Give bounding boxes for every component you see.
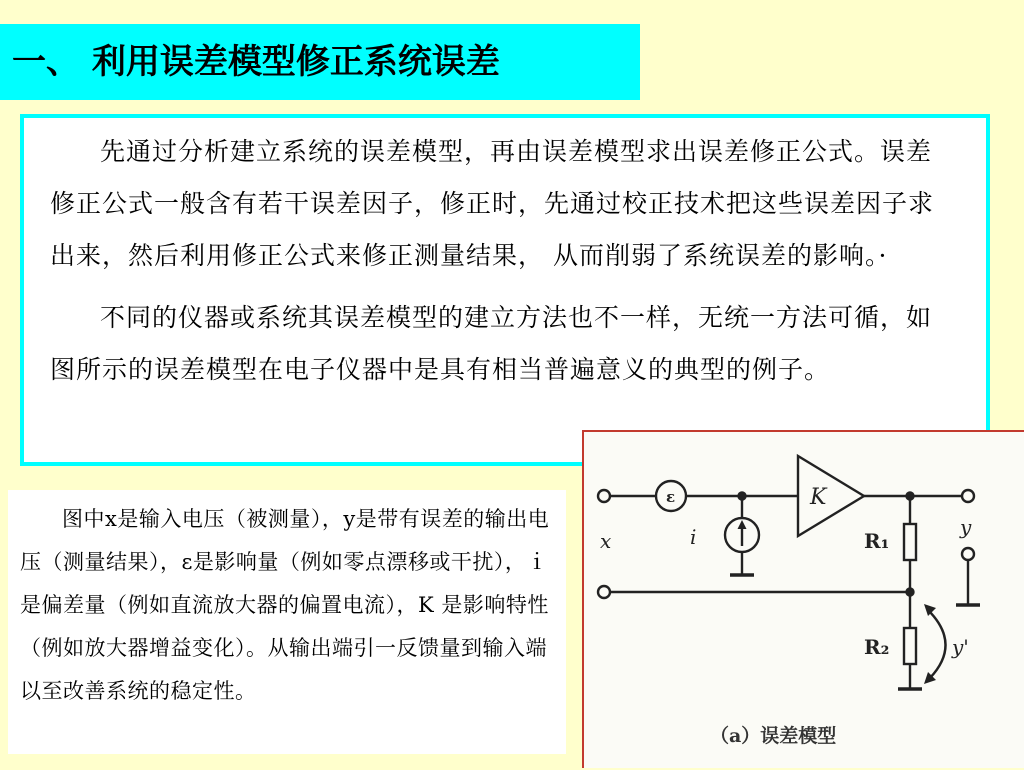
figure-caption: （a）误差模型	[710, 725, 837, 747]
main-paragraph-2: 不同的仪器或系统其误差模型的建立方法也不一样，无统一方法可循，如图所示的误差模型在电子仪器中是具有相当普遍意义的典型的例子。	[50, 303, 933, 384]
amplifier-triangle	[798, 456, 864, 536]
label-y: y	[960, 515, 972, 539]
label-r2: R₂	[864, 635, 890, 659]
resistor-r2	[904, 628, 916, 664]
label-r1: R₁	[864, 529, 890, 553]
error-model-figure	[582, 430, 1024, 768]
label-i: i	[690, 525, 697, 549]
label-y-prime: y'	[952, 635, 969, 659]
resistor-r1	[904, 524, 916, 560]
feedback-voltage-arrow	[928, 610, 946, 678]
slide-title: 一、 利用误差模型修正系统误差	[12, 42, 500, 82]
label-k: K	[810, 485, 827, 510]
explanation-text: 图中x是输入电压（被测量），y是带有误差的输出电压（测量结果），ε是影响量（例如零点漂移或干扰），ｉ是偏差量（例如直流放大器的偏置电流），K 是影响特性（例如放大器增益变化）。从输出端引一反馈量到输入端以至改善系统的稳定性。	[20, 507, 550, 703]
circuit-diagram	[584, 432, 1024, 770]
explanation-box	[8, 490, 566, 754]
junction-dot-3	[907, 589, 914, 596]
label-x: x	[600, 529, 612, 553]
title-bar	[0, 24, 640, 100]
input-terminal-bottom	[598, 586, 610, 598]
output-terminal-top	[962, 490, 974, 502]
label-epsilon: ε	[666, 488, 676, 506]
main-text-box	[20, 114, 990, 466]
output-terminal-bottom	[962, 548, 974, 560]
feedback-arrow-head-top	[924, 604, 936, 616]
main-paragraph-1: 先通过分析建立系统的误差模型，再由误差模型求出误差修正公式。误差修正公式一般含有若干误差因子，修正时，先通过校正技术把这些误差因子求出来，然后利用修正公式来修正测量结果， 从而削弱了系统误差的影响。·	[50, 137, 935, 270]
input-terminal-top	[598, 490, 610, 502]
